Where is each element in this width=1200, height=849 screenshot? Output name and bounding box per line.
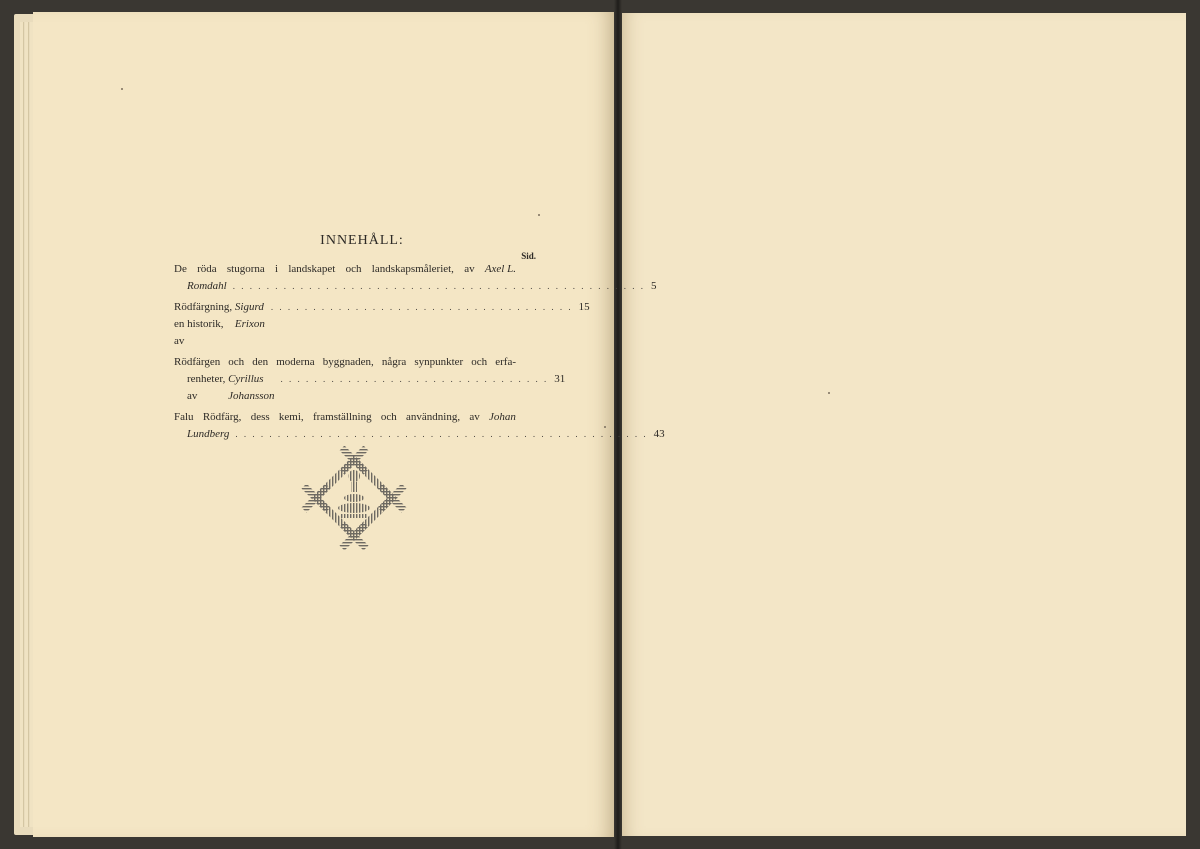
toc-entry-line	[174, 409, 540, 426]
right-page[interactable]	[620, 13, 1186, 836]
toc-page-number: 43	[653, 428, 665, 440]
toc-word: i	[275, 263, 279, 275]
toc-entry[interactable]	[174, 299, 590, 350]
toc-entry[interactable]	[174, 409, 665, 443]
toc-word: stugorna	[226, 263, 265, 275]
toc-entry-line	[174, 261, 540, 278]
page-column-label: Sid.	[521, 251, 536, 261]
toc-entry[interactable]	[174, 261, 657, 295]
toc-word: framställning	[312, 411, 372, 423]
dot-leader: . . . . . . . . . . . . . . . . . . . . . . . . . . . . . . . . . . . .	[270, 302, 573, 312]
toc-entry-line	[174, 354, 540, 371]
paper-speck	[828, 392, 830, 394]
paper-speck	[121, 88, 123, 90]
dot-leader: . . . . . . . . . . . . . . . . . . . . . . . . . . . . . . . . . . . . . . . . . . . . . . . . .	[235, 429, 648, 439]
toc-word: och	[380, 411, 397, 423]
toc-page-number: 31	[554, 373, 566, 385]
toc-entry-line	[174, 426, 665, 443]
diamond-ornament-icon	[302, 446, 406, 550]
toc-word: och	[345, 263, 362, 275]
page-edge	[20, 22, 24, 827]
toc-word: kemi,	[278, 411, 304, 423]
toc-author: Axel L.	[484, 263, 516, 275]
toc-word: och	[228, 356, 245, 368]
toc-entry-text: Rödfärgning, en historik, av	[174, 301, 233, 347]
toc-word: erfa-	[495, 356, 516, 368]
toc-word: av	[469, 411, 480, 423]
toc-entry-text: renheter, av	[187, 373, 226, 402]
toc-page-number: 5	[650, 280, 657, 292]
table-of-contents	[174, 232, 665, 447]
toc-word: röda	[197, 263, 217, 275]
toc-entry-line	[174, 371, 566, 405]
toc-word: användning,	[406, 411, 461, 423]
toc-entry[interactable]	[174, 354, 566, 405]
toc-word: De	[174, 263, 187, 275]
toc-word: några	[381, 356, 407, 368]
dot-leader: . . . . . . . . . . . . . . . . . . . . . . . . . . . . . . . .	[280, 374, 549, 384]
toc-word: synpunkter	[414, 356, 464, 368]
toc-word: av	[464, 263, 475, 275]
toc-word: Rödfärgen	[174, 356, 221, 368]
toc-title: INNEHÅLL:	[320, 233, 404, 248]
toc-author: Sigurd Erixon	[234, 301, 265, 330]
toc-author: Lundberg	[187, 428, 230, 440]
toc-word: Rödfärg,	[202, 411, 242, 423]
toc-entry-line	[174, 278, 657, 295]
toc-word: den	[252, 356, 269, 368]
paper-speck	[538, 214, 540, 216]
toc-entry-line	[174, 299, 590, 350]
page-edge	[25, 22, 29, 827]
toc-page-number: 15	[578, 301, 590, 313]
toc-word: dess	[250, 411, 270, 423]
toc-word: byggnaden,	[322, 356, 374, 368]
toc-word: landskapsmåleriet,	[371, 263, 454, 275]
toc-author: Romdahl	[187, 280, 227, 292]
toc-word: Falu	[174, 411, 194, 423]
dot-leader: . . . . . . . . . . . . . . . . . . . . . . . . . . . . . . . . . . . . . . . . . . . . . . . . .	[232, 281, 645, 291]
book-gutter	[614, 0, 622, 849]
toc-author: Cyrillus Johansson	[228, 373, 275, 402]
toc-author: Johan	[489, 411, 516, 423]
toc-word: och	[471, 356, 488, 368]
toc-word: moderna	[276, 356, 315, 368]
toc-word: landskapet	[288, 263, 336, 275]
